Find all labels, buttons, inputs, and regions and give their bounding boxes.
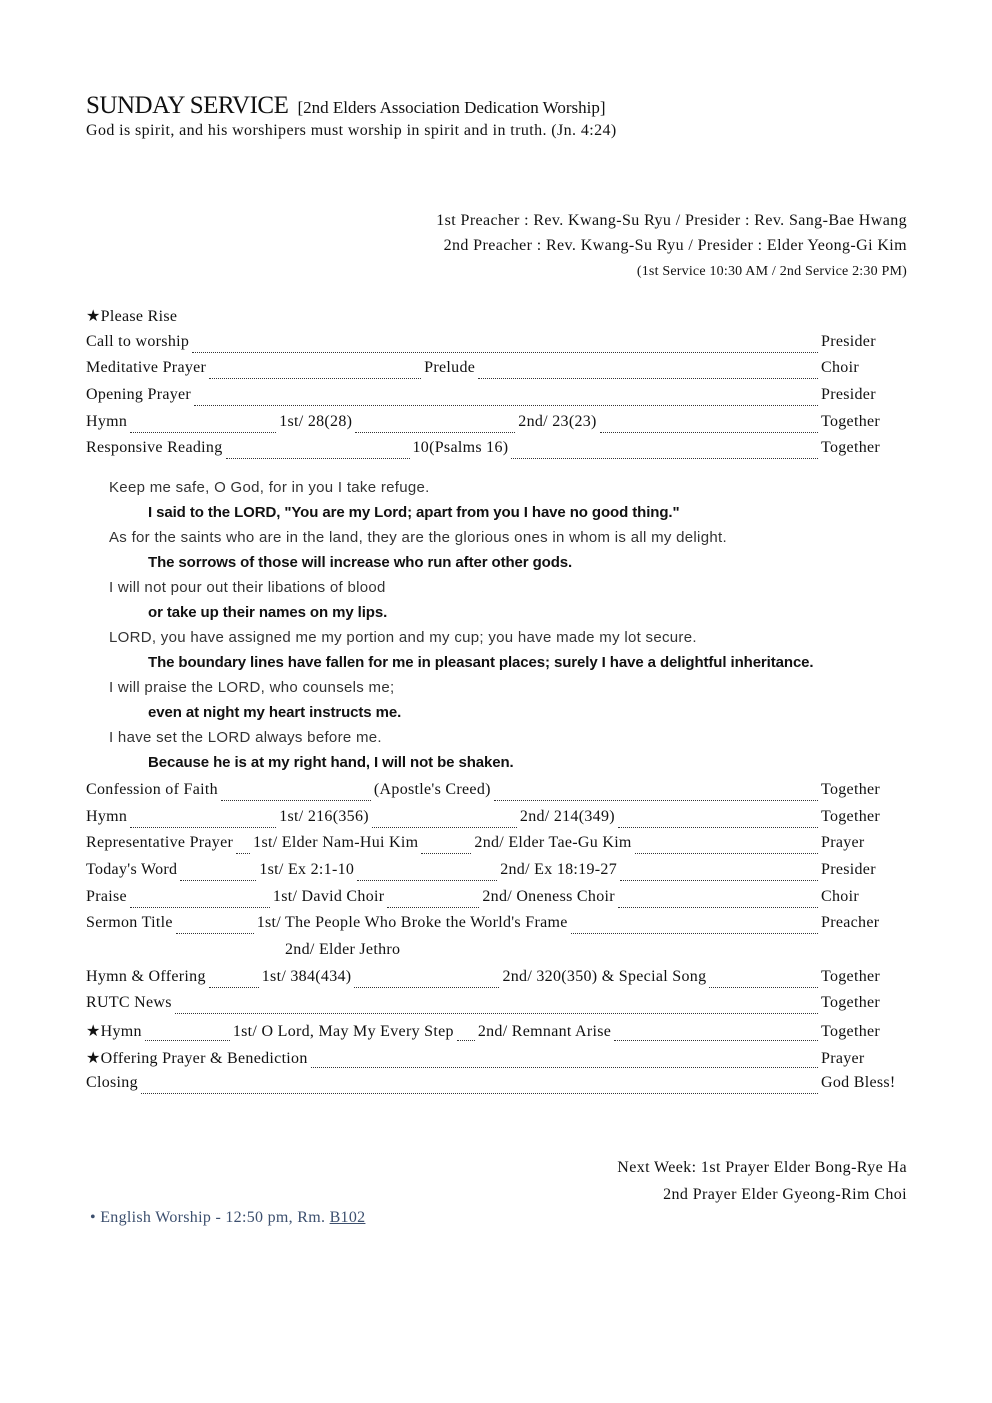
order-item: Sermon Title [86, 914, 173, 931]
order-detail: 1st/ 28(28) [279, 413, 353, 430]
room-link[interactable]: B102 [329, 1209, 366, 1226]
reading-leader-line: I will praise the LORD, who counsels me; [109, 679, 395, 696]
dot-leader [614, 1040, 818, 1041]
dot-leader [494, 800, 818, 801]
please-rise-note: ★Please Rise [86, 308, 178, 325]
dot-leader [571, 933, 818, 934]
order-role: Together [821, 439, 881, 456]
dot-leader [511, 458, 818, 459]
order-row [86, 994, 906, 1020]
sermon-title-2nd: 2nd/ Elder Jethro [285, 941, 401, 958]
order-row [86, 413, 906, 439]
order-item: Today's Word [86, 861, 178, 878]
dot-leader [175, 1013, 818, 1014]
order-item: Responsive Reading [86, 439, 223, 456]
order-item: Closing [86, 1074, 138, 1091]
order-row [86, 861, 906, 887]
dot-leader [192, 352, 818, 353]
dot-leader [130, 432, 276, 433]
preacher-line-2: 2nd Preacher : Rev. Kwang-Su Ryu / Presider : Elder Yeong-Gi Kim [443, 237, 907, 254]
order-role: Presider [821, 386, 876, 403]
dot-leader [311, 1067, 818, 1068]
order-item: Meditative Prayer [86, 359, 207, 376]
dot-leader [421, 853, 471, 854]
order-detail: 2nd/ Ex 18:19-27 [500, 861, 617, 878]
order-role: Prayer [821, 834, 865, 851]
reading-people-line: The boundary lines have fallen for me in pleasant places; surely I have a delightful inheritance. [148, 654, 814, 671]
order-item: Opening Prayer [86, 386, 192, 403]
order-role: Choir [821, 888, 859, 905]
dot-leader [709, 987, 818, 988]
order-row [86, 834, 906, 860]
dot-leader [145, 1040, 230, 1041]
order-item: ★Hymn [86, 1023, 142, 1040]
order-role: Together [821, 968, 881, 985]
order-item: Representative Prayer [86, 834, 234, 851]
dot-leader [180, 880, 256, 881]
order-detail: 2nd/ 320(350) & Special Song [502, 968, 707, 985]
order-row [86, 1021, 906, 1047]
reading-people-line: even at night my heart instructs me. [148, 704, 402, 721]
dot-leader [478, 378, 818, 379]
reading-people-line: or take up their names on my lips. [148, 604, 388, 621]
next-week-info [617, 1154, 907, 1208]
dot-leader [130, 827, 276, 828]
dot-leader [618, 907, 818, 908]
dot-leader [226, 458, 410, 459]
order-item: Call to worship [86, 333, 190, 350]
dot-leader [176, 933, 254, 934]
order-row [86, 888, 906, 914]
dot-leader [209, 378, 421, 379]
order-role: Together [821, 1023, 881, 1040]
order-detail: 1st/ Elder Nam-Hui Kim [253, 834, 419, 851]
reading-leader-line: LORD, you have assigned me my portion and my cup; you have made my lot secure. [109, 629, 697, 646]
order-role: Prayer [821, 1050, 865, 1067]
english-worship-text: English Worship - 12:50 pm, Rm. [100, 1209, 330, 1226]
order-row [86, 359, 906, 385]
reading-people-line: The sorrows of those will increase who run after other gods. [148, 554, 573, 571]
dot-leader [635, 853, 818, 854]
order-item: Praise [86, 888, 127, 905]
order-row [86, 968, 906, 994]
dot-leader [387, 907, 479, 908]
reading-people-line: I said to the LORD, "You are my Lord; apart from you I have no good thing." [148, 504, 680, 521]
order-row [86, 808, 906, 834]
order-row [86, 386, 906, 412]
order-detail: Prelude [424, 359, 476, 376]
order-detail: 2nd/ Remnant Arise [477, 1023, 612, 1040]
dot-leader [194, 405, 818, 406]
order-row [86, 333, 906, 359]
order-item: Confession of Faith [86, 781, 218, 798]
reading-leader-line: I will not pour out their libations of blood [109, 579, 386, 596]
order-detail: 10(Psalms 16) [412, 439, 509, 456]
order-role: Presider [821, 861, 876, 878]
order-detail: (Apostle's Creed) [373, 781, 491, 798]
reading-leader-line: I have set the LORD always before me. [109, 729, 382, 746]
order-detail: 2nd/ 214(349) [519, 808, 615, 825]
order-detail: 1st/ 384(434) [261, 968, 352, 985]
reading-people-line: Because he is at my right hand, I will not be shaken. [148, 754, 514, 771]
next-week-line-2: 2nd Prayer Elder Gyeong-Rim Choi [663, 1186, 907, 1203]
dot-leader [357, 880, 497, 881]
dot-leader [372, 827, 517, 828]
bullet-icon: • [90, 1209, 96, 1226]
order-row [86, 1048, 906, 1074]
order-detail: 1st/ 216(356) [279, 808, 369, 825]
dot-leader [620, 880, 818, 881]
header [86, 92, 606, 120]
order-role: Together [821, 808, 881, 825]
preacher-line-1: 1st Preacher : Rev. Kwang-Su Ryu / Presider : Rev. Sang-Bae Hwang [436, 212, 907, 229]
order-role: Choir [821, 359, 859, 376]
page-title: SUNDAY SERVICE [86, 92, 289, 119]
order-item: Hymn [86, 808, 128, 825]
dot-leader [221, 800, 371, 801]
order-role: Together [821, 781, 881, 798]
theme-verse: God is spirit, and his worshipers must worship in spirit and in truth. (Jn. 4:24) [86, 122, 617, 139]
responsive-reading [109, 475, 814, 775]
order-detail: 1st/ David Choir [272, 888, 385, 905]
dot-leader [354, 987, 499, 988]
dot-leader [130, 907, 270, 908]
order-role: Preacher [821, 914, 880, 931]
order-row [86, 439, 906, 465]
dot-leader [209, 987, 259, 988]
dot-leader [236, 853, 250, 854]
order-item: RUTC News [86, 994, 172, 1011]
reading-leader-line: As for the saints who are in the land, they are the glorious ones in whom is all my delight. [109, 529, 727, 546]
order-row [86, 1074, 906, 1100]
order-row [86, 914, 906, 940]
sermon-title: 1st/ The People Who Broke the World's Frame [256, 914, 568, 931]
dot-leader [141, 1093, 818, 1094]
order-detail: 2nd/ Elder Tae-Gu Kim [474, 834, 632, 851]
next-week-line-1: Next Week: 1st Prayer Elder Bong-Rye Ha [617, 1159, 907, 1176]
service-times: (1st Service 10:30 AM / 2nd Service 2:30 PM) [636, 264, 907, 279]
dot-leader [600, 432, 818, 433]
order-row-continued [285, 941, 885, 967]
order-role: Presider [821, 333, 876, 350]
order-role: God Bless! [821, 1074, 896, 1091]
order-item: ★Offering Prayer & Benediction [86, 1050, 308, 1067]
order-role: Together [821, 413, 881, 430]
order-role: Together [821, 994, 881, 1011]
page-subtitle: [2nd Elders Association Dedication Worship] [297, 98, 606, 117]
dot-leader [618, 827, 818, 828]
order-detail: 2nd/ 23(23) [518, 413, 597, 430]
dot-leader [457, 1040, 475, 1041]
order-detail: 1st/ Ex 2:1-10 [259, 861, 355, 878]
reading-leader-line: Keep me safe, O God, for in you I take refuge. [109, 479, 430, 496]
order-detail: 2nd/ Oneness Choir [482, 888, 615, 905]
order-row [86, 781, 906, 807]
order-item: Hymn & Offering [86, 968, 206, 985]
preacher-info [436, 208, 907, 285]
english-worship-note [90, 1209, 365, 1227]
dot-leader [355, 432, 515, 433]
order-item: Hymn [86, 413, 128, 430]
order-detail: 1st/ O Lord, May My Every Step [232, 1023, 454, 1040]
